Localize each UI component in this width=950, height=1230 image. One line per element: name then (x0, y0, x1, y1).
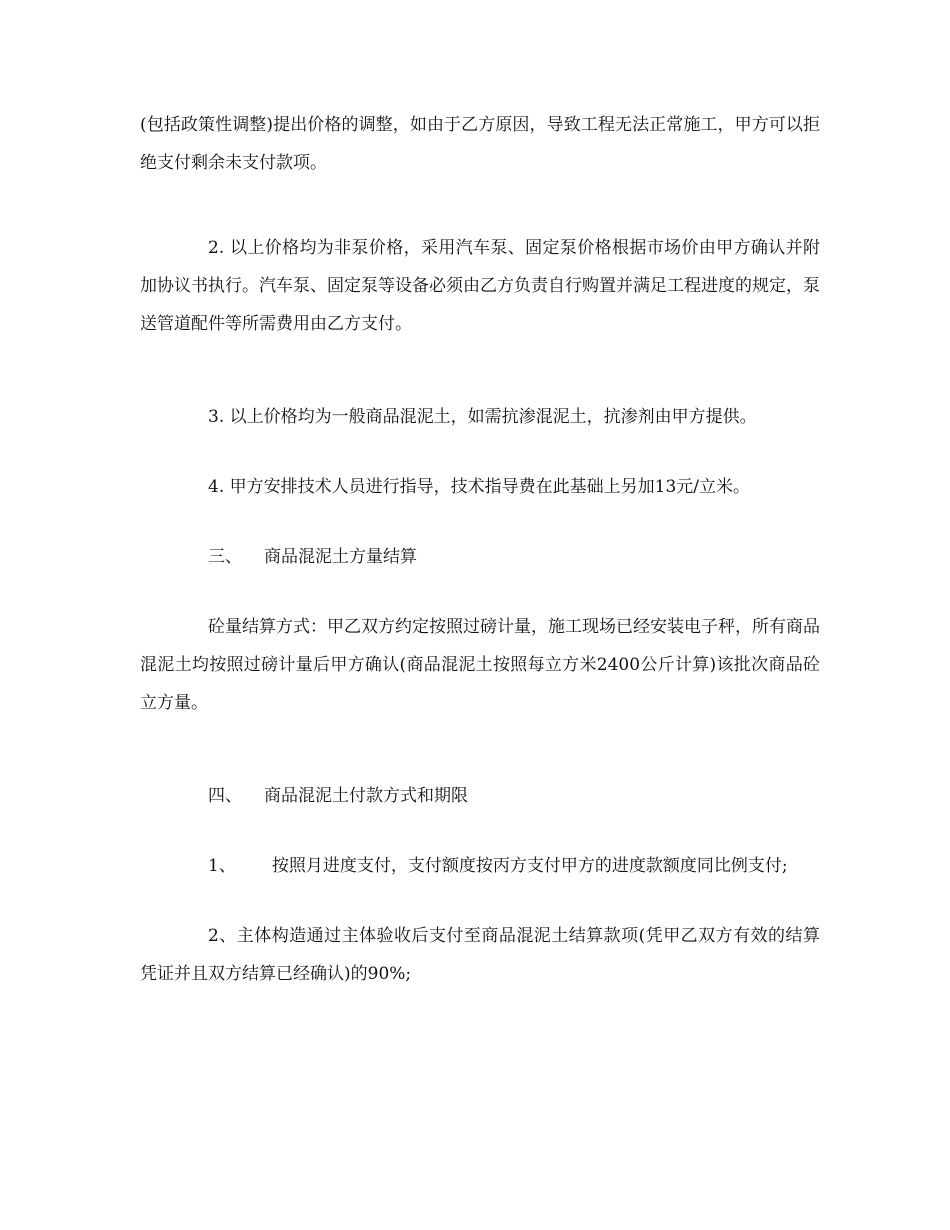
paragraph-settlement-method: 砼量结算方式：甲乙双方约定按照过磅计量，施工现场已经安装电子秤，所有商品混泥土均按照过磅计量后甲方确认(商品混泥土按照每立方米2400公斤计算)该批次商品砼立方量。 (140, 617, 820, 713)
paragraph-pump-price: 2. 以上价格均为非泵价格，采用汽车泵、固定泵价格根据市场价由甲方确认并附加协议书执行。汽车泵、固定泵等设备必须由乙方负责自行购置并满足工程进度的规定，泵送管道配件等所需费用由乙方支付。 (140, 238, 820, 334)
list-item-text: 按照月进度支付，支付额度按丙方支付甲方的进度款额度同比例支付; (271, 856, 788, 876)
section-heading-payment: 四、 商品混泥土付款方式和期限 (140, 777, 468, 815)
section-title: 商品混泥土方量结算 (264, 547, 417, 567)
section-heading-settlement: 三、 商品混泥土方量结算 (140, 538, 417, 576)
paragraph-price-adjustment: (包括政策性调整)提出价格的调整，如由于乙方原因，导致工程无法正常施工，甲方可以拒绝支付剩余未支付款项。 (140, 115, 820, 173)
list-item-text: 主体构造通过主体验收后支付至商品混泥土结算款项(凭甲乙双方有效的结算凭证并且双方结算已经确认)的90%; (140, 926, 820, 984)
list-item-monthly-payment (140, 847, 820, 885)
list-item-number: 2、 (208, 926, 237, 946)
list-item-number: 1、 (208, 856, 236, 876)
section-title: 商品混泥土付款方式和期限 (264, 786, 468, 806)
paragraph-technical-fee: 4. 甲方安排技术人员进行指导，技术指导费在此基础上另加13元/立米。 (208, 477, 750, 497)
list-item-acceptance-payment (140, 917, 820, 993)
paragraph-concrete-type: 3. 以上价格均为一般商品混泥土，如需抗渗混泥土，抗渗剂由甲方提供。 (208, 407, 757, 427)
